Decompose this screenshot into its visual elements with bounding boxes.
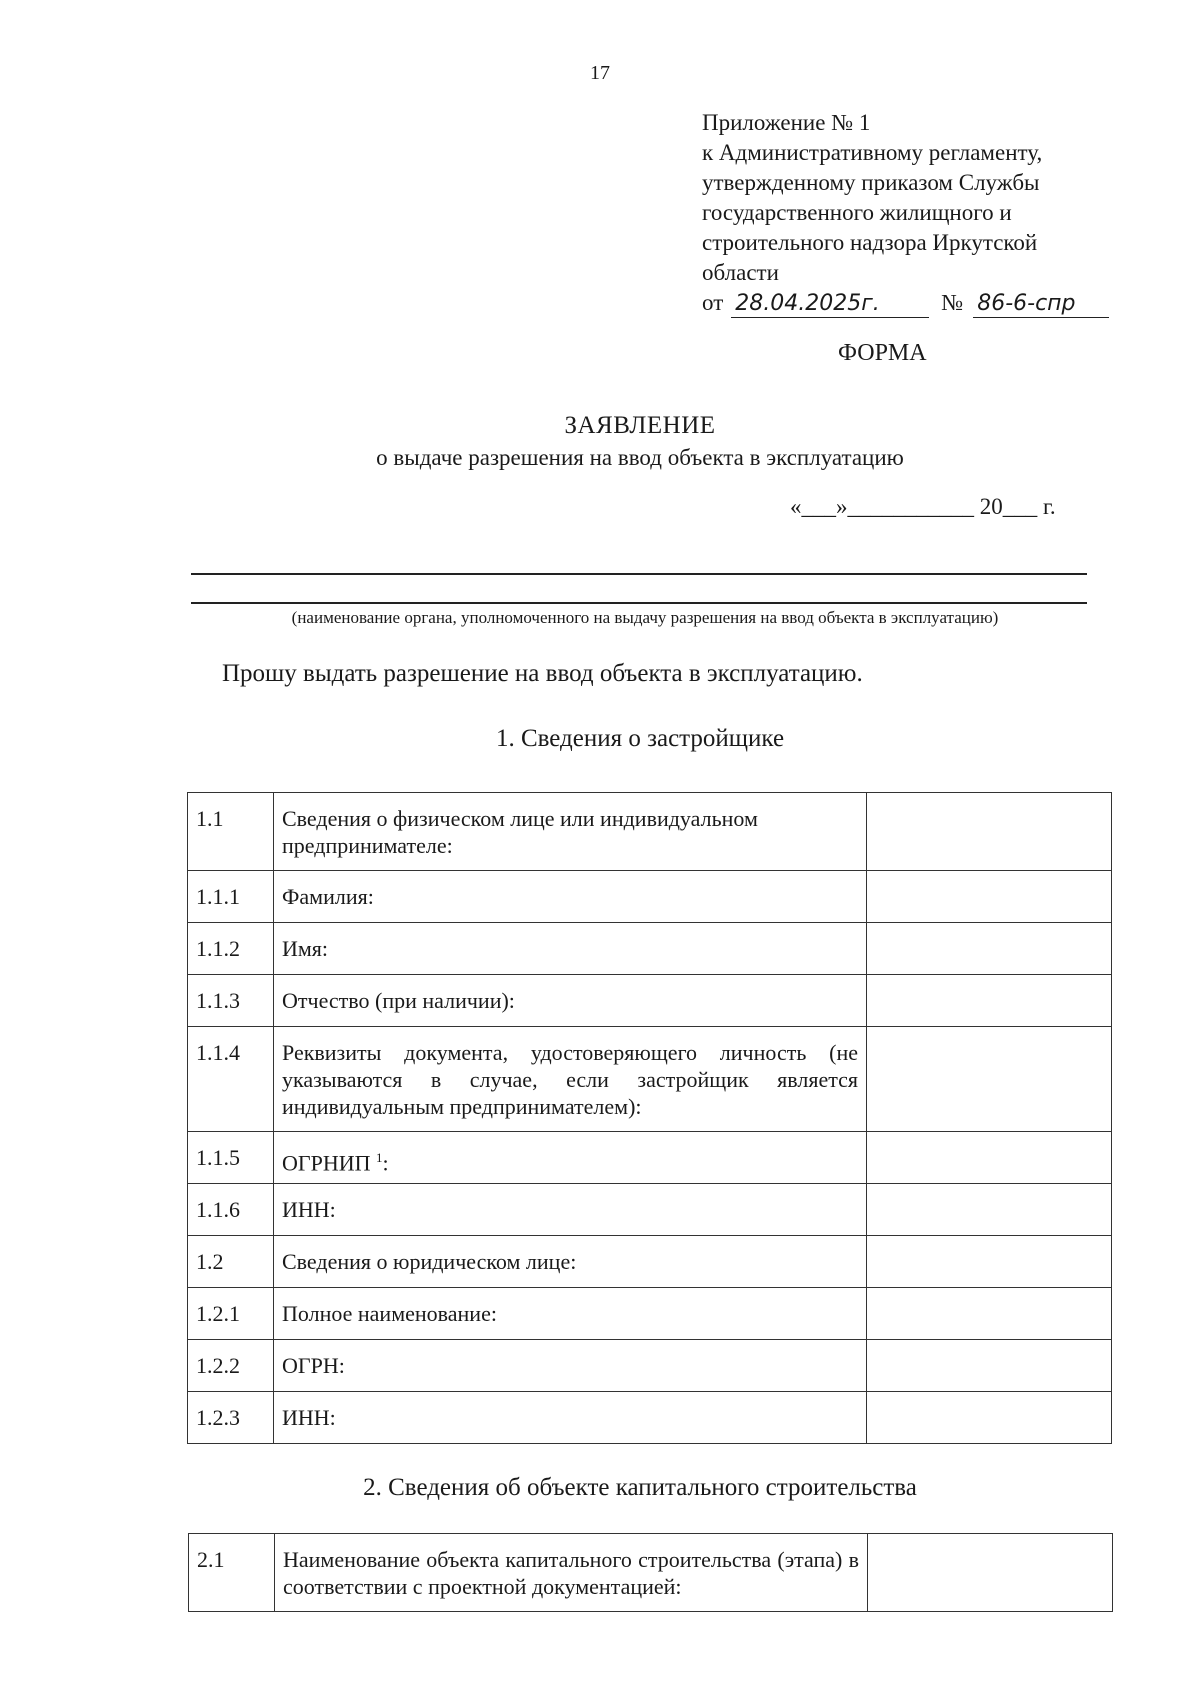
capital-object-table — [188, 1533, 1113, 1612]
row-value[interactable] — [867, 1132, 1112, 1184]
table-row — [188, 975, 1112, 1027]
table-row — [188, 1027, 1112, 1132]
organ-caption: (наименование органа, уполномоченного на выдачу разрешения на ввод объекта в эксплуатацию) — [291, 608, 999, 627]
table-row — [188, 923, 1112, 975]
row-label: ОГРН: — [274, 1340, 867, 1392]
row-number: 1.1.4 — [188, 1027, 274, 1132]
table-row — [188, 1236, 1112, 1288]
row-label: Наименование объекта капитального строительства (этапа) в соответствии с проектной документацией: — [275, 1534, 868, 1612]
row-number: 1.1.1 — [188, 871, 274, 923]
row-value[interactable] — [868, 1534, 1113, 1612]
organ-name-line-1 — [191, 573, 1087, 575]
appendix-block — [702, 108, 1142, 318]
table-row — [188, 1392, 1112, 1444]
row-number: 1.1.3 — [188, 975, 274, 1027]
row-number: 1.2.3 — [188, 1392, 274, 1444]
document-subtitle: о выдаче разрешения на ввод объекта в эксплуатацию — [376, 445, 904, 470]
number-label: № — [941, 290, 964, 315]
row-number: 1.2.1 — [188, 1288, 274, 1340]
label-suffix: : — [382, 1150, 389, 1176]
row-number: 1.1 — [188, 793, 274, 871]
table-row — [188, 1340, 1112, 1392]
ogrnip-text: ОГРНИП — [282, 1150, 371, 1176]
row-value[interactable] — [867, 1236, 1112, 1288]
request-text: Прошу выдать разрешение на ввод объекта в эксплуатацию. — [222, 660, 863, 687]
row-value[interactable] — [867, 923, 1112, 975]
row-label-ogrnip — [274, 1132, 867, 1184]
row-label: Отчество (при наличии): — [274, 975, 867, 1027]
appendix-line: Приложение № 1 — [702, 110, 871, 135]
row-value[interactable] — [867, 1340, 1112, 1392]
table-row — [188, 1132, 1112, 1184]
developer-info-table — [187, 792, 1112, 1444]
appendix-line: утвержденному приказом Службы — [702, 170, 1040, 195]
date-fill-line: «___»___________ 20___ г. — [790, 494, 1056, 519]
footnote-marker: 1 — [376, 1150, 383, 1165]
row-value[interactable] — [867, 975, 1112, 1027]
row-label: ИНН: — [274, 1392, 867, 1444]
section2-title: 2. Сведения об объекте капитального строительства — [363, 1474, 917, 1501]
row-value[interactable] — [867, 1184, 1112, 1236]
row-number: 1.2.2 — [188, 1340, 274, 1392]
table-row — [188, 1288, 1112, 1340]
row-label: Сведения о физическом лице или индивидуальном предпринимателе: — [274, 793, 867, 871]
row-label: Сведения о юридическом лице: — [274, 1236, 867, 1288]
from-label: от — [702, 290, 724, 315]
document-title: ЗАЯВЛЕНИЕ — [564, 412, 716, 439]
row-value[interactable] — [867, 1288, 1112, 1340]
page-number: 17 — [590, 62, 610, 84]
row-number: 1.2 — [188, 1236, 274, 1288]
row-label: ИНН: — [274, 1184, 867, 1236]
row-value[interactable] — [867, 1027, 1112, 1132]
row-label: Реквизиты документа, удостоверяющего личность (не указываются в случае, если застройщик является индивидуальным предпринимателем): — [274, 1027, 867, 1132]
row-value[interactable] — [867, 871, 1112, 923]
row-number: 1.1.6 — [188, 1184, 274, 1236]
row-number: 1.1.2 — [188, 923, 274, 975]
table-row — [188, 793, 1112, 871]
row-label: Полное наименование: — [274, 1288, 867, 1340]
row-label: Фамилия: — [274, 871, 867, 923]
appendix-line: строительного надзора Иркутской — [702, 230, 1038, 255]
table-row — [188, 1184, 1112, 1236]
handwritten-number: 86-6-спр — [973, 291, 1109, 318]
appendix-line: государственного жилищного и — [702, 200, 1012, 225]
table-row — [188, 871, 1112, 923]
form-label: ФОРМА — [838, 340, 927, 366]
appendix-line: к Административному регламенту, — [702, 140, 1043, 165]
handwritten-date: 28.04.2025г. — [731, 291, 929, 318]
section1-title: 1. Сведения о застройщике — [495, 725, 785, 752]
appendix-line: области — [702, 260, 779, 285]
row-value[interactable] — [867, 1392, 1112, 1444]
organ-name-line-2 — [191, 602, 1087, 604]
row-label: Имя: — [274, 923, 867, 975]
table-row — [189, 1534, 1113, 1612]
row-number: 1.1.5 — [188, 1132, 274, 1184]
row-value[interactable] — [867, 793, 1112, 871]
row-number: 2.1 — [189, 1534, 275, 1612]
order-reference — [702, 288, 1142, 318]
